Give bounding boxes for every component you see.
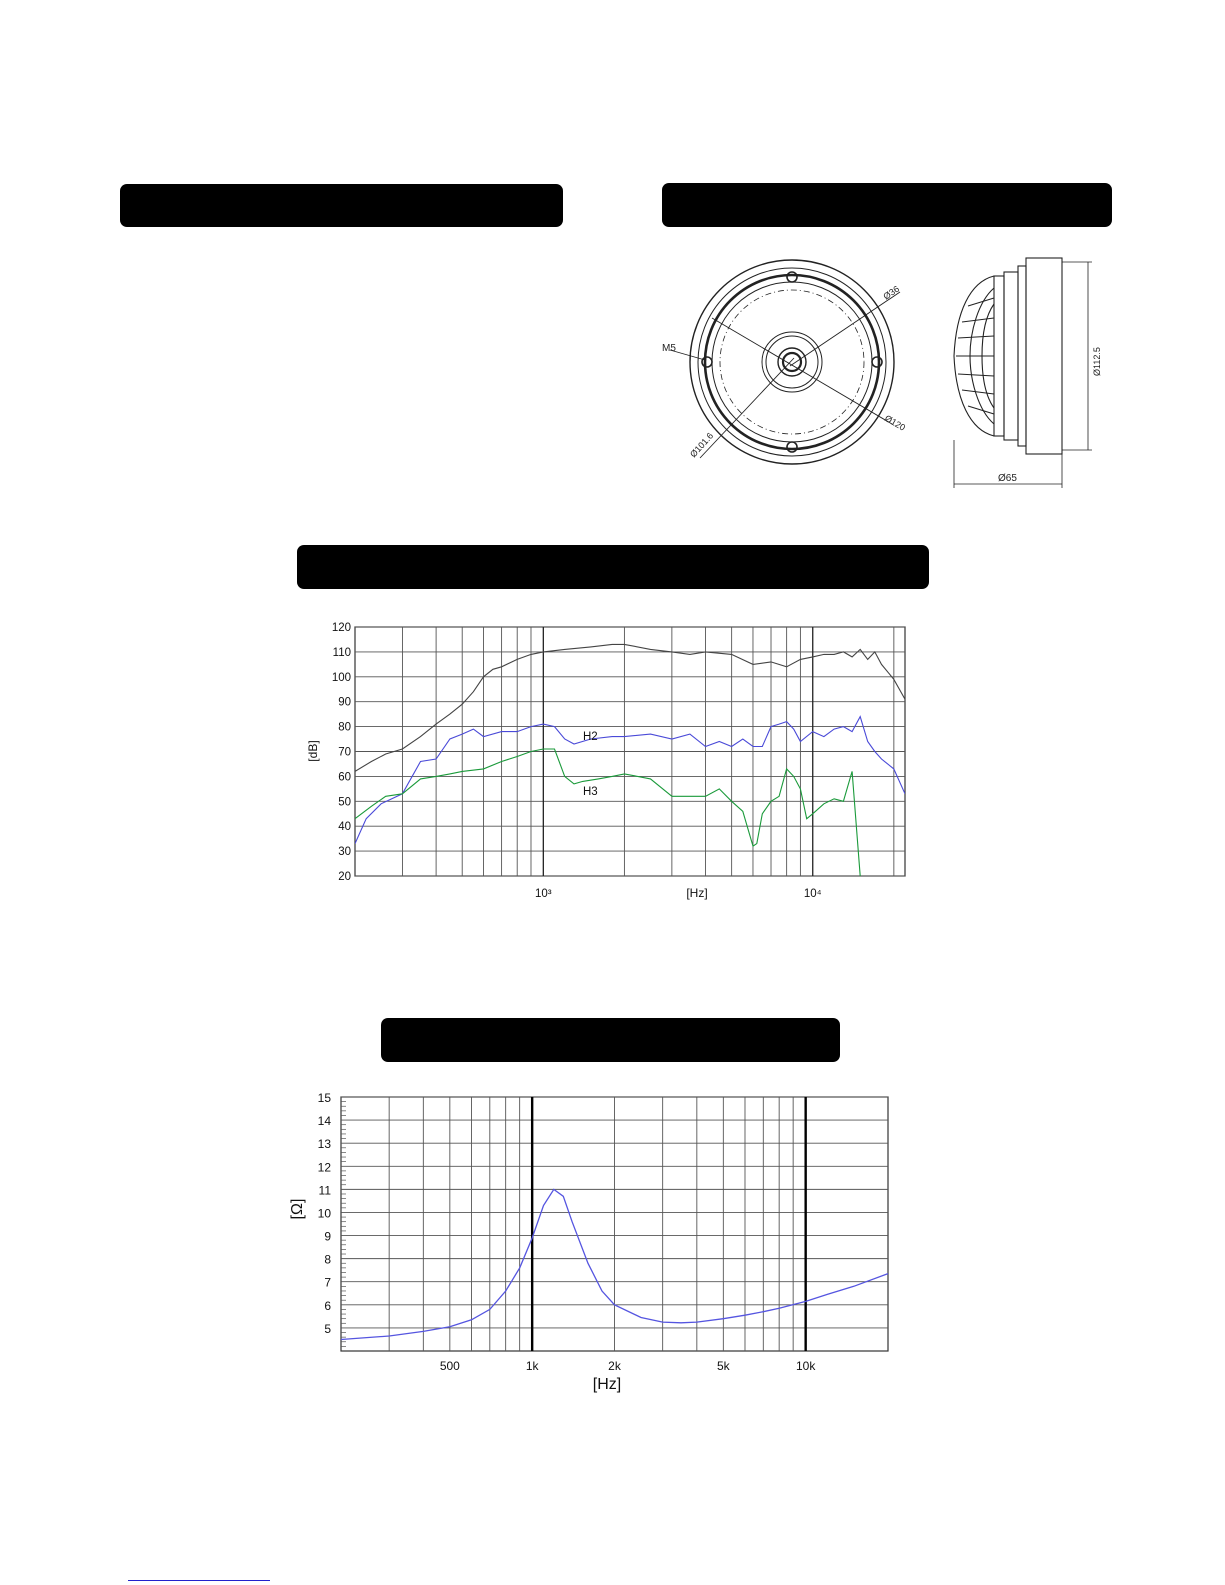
imp-y-tick-label: 13	[317, 1137, 331, 1152]
imp-y-tick-label: 7	[324, 1275, 331, 1290]
fr-y-tick-label: 40	[338, 821, 351, 834]
imp-x-axis-label: [Hz]	[592, 1376, 622, 1393]
imp-y-tick-label: 6	[324, 1298, 331, 1313]
footer-link[interactable]	[128, 1568, 270, 1581]
fr-y-axis-label: [dB]	[306, 740, 320, 762]
fr-y-tick-label: 100	[331, 671, 351, 684]
imp-y-tick-label: 14	[317, 1114, 331, 1129]
fr-y-tick-label: 30	[338, 846, 351, 859]
imp-y-tick-label: 10	[317, 1206, 331, 1221]
fr-y-tick-label: 90	[338, 696, 351, 709]
imp-y-tick-label: 5	[324, 1321, 331, 1336]
fr-y-tick-label: 70	[338, 746, 351, 759]
fr-x-tick-label: 10³	[535, 888, 552, 900]
fr-y-tick-label: 80	[338, 721, 351, 734]
imp-x-tick-label: 500	[439, 1359, 460, 1373]
imp-y-tick-label: 9	[324, 1229, 331, 1244]
imp-x-tick-label: 1k	[525, 1359, 539, 1373]
fr-x-axis-label: [Hz]	[686, 886, 708, 900]
fr-y-tick-label: 20	[338, 871, 351, 883]
bolt-circle-label: Ø101.6	[688, 430, 716, 460]
imp-y-axis-label: [Ω]	[289, 1198, 306, 1220]
mount-thread-label: M5	[662, 343, 676, 354]
imp-y-tick-label: 11	[318, 1183, 331, 1198]
fr-series-label-h3: H3	[583, 786, 598, 798]
fr-y-tick-label: 60	[338, 771, 351, 784]
fr-y-tick-label: 110	[332, 646, 351, 659]
fr-x-tick-label: 10⁴	[803, 888, 822, 900]
throat-diameter-label: Ø36	[881, 283, 902, 302]
flange-diameter-label: Ø112.5	[1092, 347, 1102, 376]
depth-label: Ø65	[998, 473, 1017, 484]
imp-y-tick-label: 12	[317, 1160, 331, 1175]
fr-y-tick-label: 120	[331, 622, 351, 634]
fr-series-label-h2: H2	[583, 731, 598, 743]
imp-y-tick-label: 15	[317, 1091, 331, 1105]
outer-diameter-label: Ø120	[883, 413, 908, 433]
imp-y-tick-label: 8	[324, 1252, 331, 1267]
imp-x-tick-label: 5k	[716, 1359, 730, 1373]
fr-y-tick-label: 50	[338, 796, 351, 809]
imp-x-tick-label: 10k	[795, 1359, 816, 1373]
imp-x-tick-label: 2k	[608, 1359, 621, 1373]
